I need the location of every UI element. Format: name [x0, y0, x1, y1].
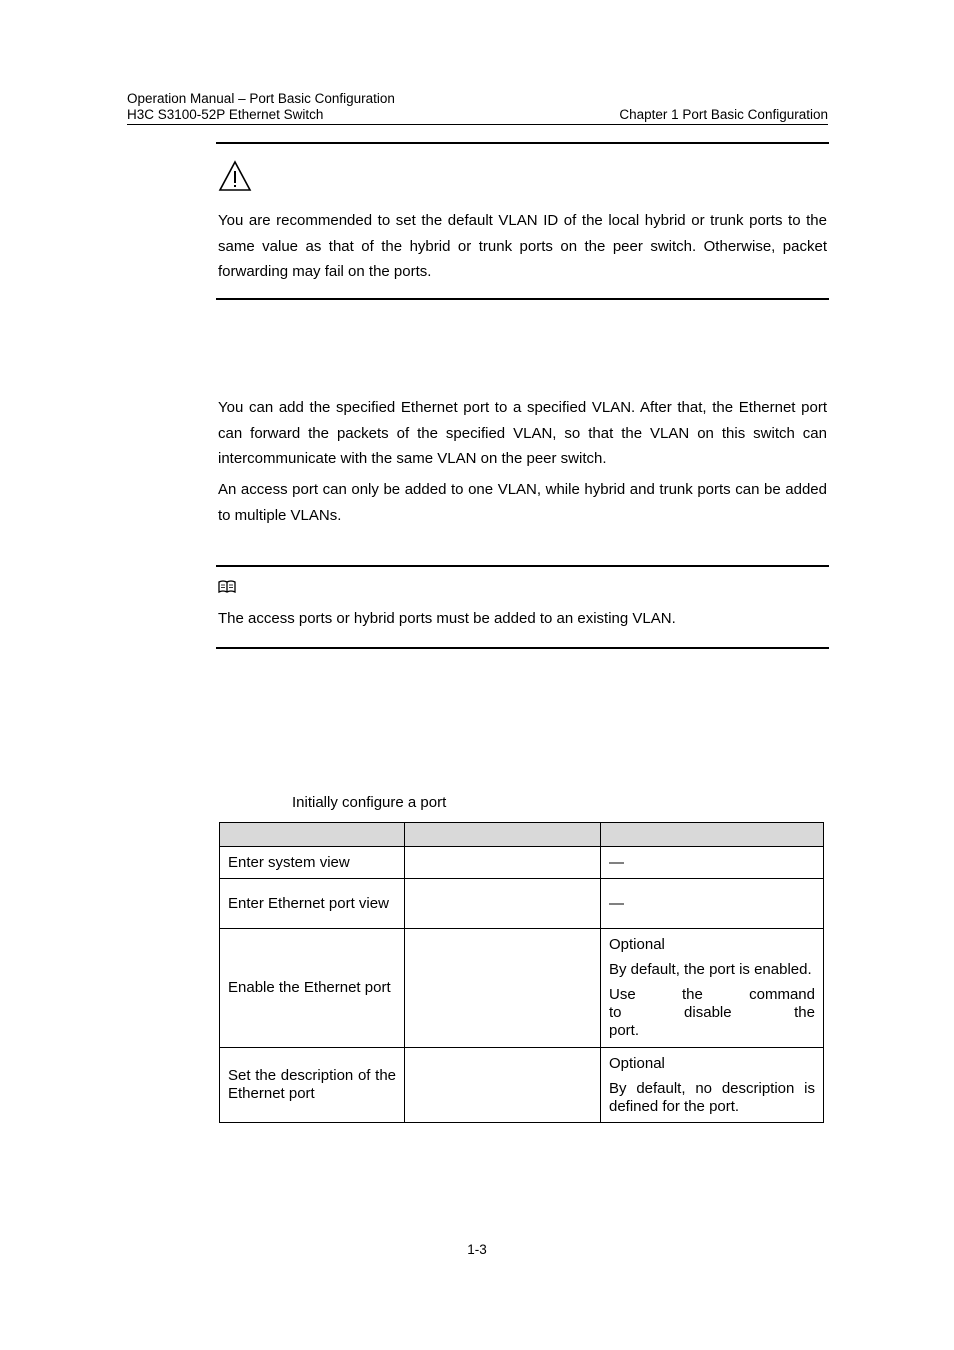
header-cell-operation: [220, 823, 405, 847]
table-caption: Initially configure a port: [292, 794, 447, 811]
operation-cell: Set the description of the Ethernet port: [220, 1048, 405, 1123]
command-cell: [405, 1048, 601, 1123]
remarks-default: By default, no description is defined for the port.: [609, 1079, 815, 1115]
remarks-text: —: [609, 894, 624, 912]
header-chapter: Chapter 1 Port Basic Configuration: [619, 107, 828, 122]
note-bottom-rule: [216, 647, 829, 649]
remarks-cell: [601, 929, 824, 1048]
remarks-text: —: [609, 853, 624, 871]
configuration-table: [219, 822, 824, 1123]
header-manual-title: Operation Manual – Port Basic Configuration: [127, 91, 395, 106]
command-cell: [405, 879, 601, 929]
operation-cell: Enter system view: [220, 847, 405, 879]
command-cell: [405, 929, 601, 1048]
operation-cell: Enter Ethernet port view: [220, 879, 405, 929]
table-row: [220, 1048, 824, 1123]
caution-bottom-rule: [216, 298, 829, 300]
header-cell-command: [405, 823, 601, 847]
table-row: [220, 847, 824, 879]
command-cell: [405, 847, 601, 879]
body-paragraph-1: You can add the specified Ethernet port to a specified VLAN. After that, the Ethernet port can forward the packets of the specified VLAN, so that the VLAN on this switch can intercommunicate with the same VLAN on the peer switch.: [218, 399, 827, 467]
header-product-name: H3C S3100-52P Ethernet Switch: [127, 107, 324, 122]
warning-triangle-icon: [218, 159, 252, 193]
remarks-usage: Use the command to disable the port.: [609, 986, 815, 1039]
note-top-rule: [216, 565, 829, 567]
book-icon: [218, 579, 236, 595]
remarks-cell: [601, 879, 824, 929]
header-cell-remarks: [601, 823, 824, 847]
page-number: 1-3: [467, 1242, 487, 1257]
remarks-optional: Optional: [609, 1054, 665, 1072]
table-header-row: [220, 823, 824, 847]
header-rule: [127, 124, 828, 125]
remarks-cell: [601, 847, 824, 879]
table-row: [220, 929, 824, 1048]
table-row: [220, 879, 824, 929]
remarks-default: By default, the port is enabled.: [609, 961, 812, 978]
operation-cell: Enable the Ethernet port: [220, 929, 405, 1048]
note-text: The access ports or hybrid ports must be added to an existing VLAN.: [218, 610, 676, 627]
caution-text: You are recommended to set the default VLAN ID of the local hybrid or trunk ports to the same value as that of the hybrid or trunk ports on the peer switch. Otherwise, packet forwarding may fail on the ports.: [218, 212, 827, 280]
remarks-optional: Optional: [609, 936, 665, 953]
remarks-cell: [601, 1048, 824, 1123]
body-paragraph-2: An access port can only be added to one VLAN, while hybrid and trunk ports can be added to multiple VLANs.: [218, 481, 827, 524]
caution-top-rule: [216, 142, 829, 144]
